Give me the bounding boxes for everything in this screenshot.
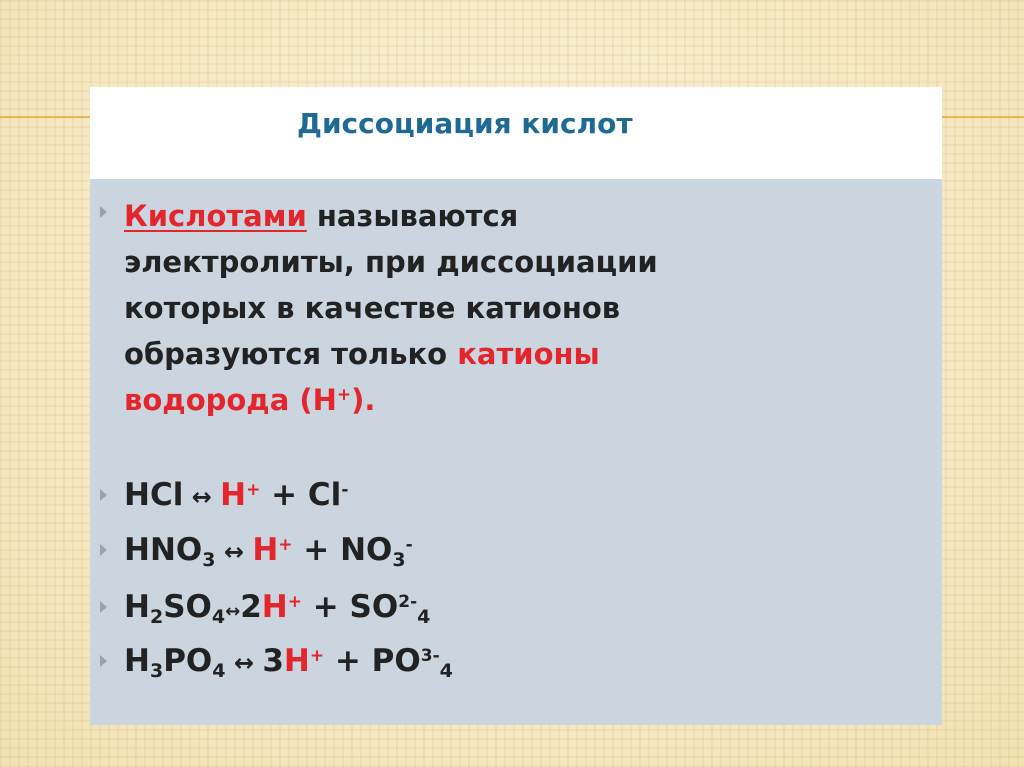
- equation-formula: [124, 641, 453, 686]
- content-box: [90, 179, 942, 725]
- equation-formula: [124, 530, 413, 575]
- triangle-bullet-icon: [100, 544, 107, 556]
- triangle-bullet-icon: [100, 206, 107, 218]
- anion-subscript: 4: [439, 660, 453, 682]
- equation-h3po4: [100, 641, 453, 686]
- cation-coefficient: 2: [240, 589, 262, 625]
- definition-bullet: [100, 193, 658, 428]
- anion-charge: 3-: [420, 646, 440, 666]
- anion-subscript: 3: [392, 549, 406, 571]
- plus-sign: +: [260, 477, 308, 513]
- equation-h2so4: [100, 587, 430, 632]
- definition-line-1: [124, 193, 658, 239]
- definition-cations-highlight: катионы: [457, 337, 600, 371]
- decorative-rule-left: [0, 116, 90, 118]
- definition-line-4: [124, 331, 658, 377]
- cation-charge: +: [287, 592, 302, 612]
- triangle-bullet-icon: [100, 489, 107, 501]
- anion-charge: -: [341, 480, 349, 500]
- equation-hno3: [100, 530, 413, 575]
- equilibrium-arrow: ↔: [225, 649, 263, 677]
- definition-hydrogen: водорода (Н: [124, 383, 337, 417]
- equation-hcl: [100, 475, 348, 520]
- equilibrium-arrow: ↔: [225, 601, 241, 622]
- equilibrium-arrow: ↔: [183, 483, 221, 511]
- equation-formula: [124, 475, 348, 520]
- decorative-rule-right: [942, 116, 1024, 118]
- plus-sign: +: [292, 532, 341, 568]
- equilibrium-arrow: ↔: [215, 538, 253, 566]
- acid-subscript: 3: [202, 549, 216, 571]
- title-bar: [90, 87, 942, 179]
- anion-charge: 2-: [398, 592, 418, 612]
- anion: Cl: [307, 477, 342, 513]
- triangle-bullet-icon: [100, 601, 107, 613]
- cation-coefficient: 3: [262, 643, 284, 679]
- acid-formula: HNO: [124, 532, 203, 568]
- definition-end: ).: [351, 383, 376, 417]
- plus-sign: +: [324, 643, 372, 679]
- anion: NO: [340, 532, 393, 568]
- equation-formula: [124, 587, 430, 632]
- cation-charge: +: [309, 646, 325, 666]
- cation-charge: +: [278, 535, 293, 555]
- definition-line-3: которых в качестве катионов: [124, 291, 621, 325]
- acid-formula: SO: [163, 589, 212, 625]
- slide-title: Диссоциация кислот: [297, 107, 633, 140]
- acid-hydrogen-subscript: 2: [149, 606, 164, 628]
- definition-text: [124, 193, 658, 428]
- acid-subscript: 4: [211, 606, 226, 628]
- anion: PO: [371, 643, 421, 679]
- hydrogen-cation: H: [252, 532, 279, 568]
- acid-formula: PO: [163, 643, 213, 679]
- acid-subscript: 4: [212, 660, 226, 682]
- definition-hydrogen-charge: +: [336, 385, 352, 405]
- acid-hydrogen: H: [124, 589, 150, 625]
- anion-subscript: 4: [417, 606, 431, 628]
- definition-term: Кислотами: [124, 199, 307, 233]
- acid-formula: HCl: [124, 477, 184, 513]
- anion-charge: -: [405, 535, 413, 555]
- definition-line-1-rest: называются: [306, 199, 519, 233]
- definition-line-5: [124, 377, 658, 428]
- anion: SO: [349, 589, 399, 625]
- definition-line-4-start: образуются только: [124, 337, 458, 371]
- acid-hydrogen-subscript: 3: [149, 660, 164, 682]
- hydrogen-cation: H: [283, 643, 310, 679]
- plus-sign: +: [301, 589, 350, 625]
- definition-line-2: электролиты, при диссоциации: [124, 245, 658, 279]
- acid-hydrogen: H: [124, 643, 150, 679]
- cation-charge: +: [246, 480, 261, 500]
- hydrogen-cation: H: [220, 477, 247, 513]
- hydrogen-cation: H: [261, 589, 288, 625]
- triangle-bullet-icon: [100, 655, 107, 667]
